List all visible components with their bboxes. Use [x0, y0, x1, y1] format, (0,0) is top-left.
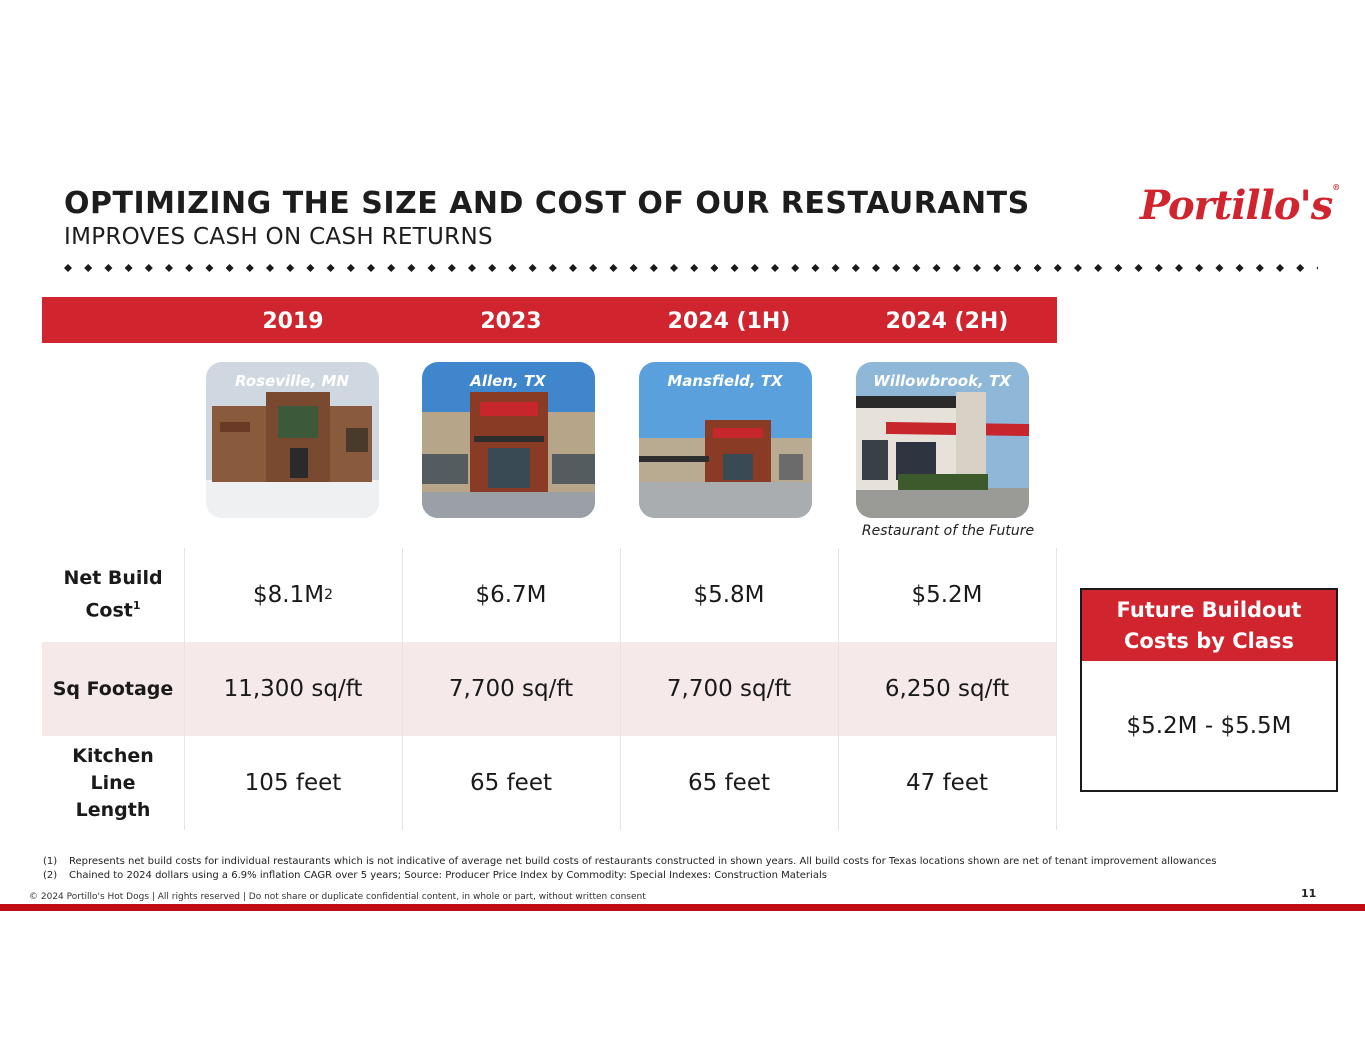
year-header-2019: 2019 [262, 309, 324, 334]
diamond-ornament [1236, 264, 1244, 272]
diamond-ornament [589, 264, 597, 272]
restaurant-photo-roseville [206, 362, 379, 518]
column-divider [838, 548, 839, 830]
year-header-2024-2h: 2024 (2H) [885, 309, 1009, 334]
diamond-ornament [488, 264, 496, 272]
diamond-ornament [1114, 264, 1122, 272]
diamond-ornament [1074, 264, 1082, 272]
column-divider [184, 548, 185, 830]
diamond-ornament [428, 264, 436, 272]
row-label-sq-footage: Sq Footage [52, 677, 174, 700]
diamond-ornament [84, 264, 92, 272]
diamond-ornament [125, 264, 133, 272]
diamond-ornament [1034, 264, 1042, 272]
year-header-2024-1h: 2024 (1H) [667, 309, 791, 334]
diamond-ornament [64, 264, 72, 272]
registered-mark: ® [1332, 182, 1340, 192]
diamond-ornament [609, 264, 617, 272]
footnote-2: (2) Chained to 2024 dollars using a 6.9% inflation CAGR over 5 years; Source: Producer Price Index by Commodity: Special Indexes: Construction Materials [43, 870, 827, 881]
footnote-1: (1) Represents net build costs for individual restaurants which is not indicative of average net build costs of restaurants constructed in shown years. All build costs for Texas locations shown are net of tenant improvement allowances [43, 856, 1217, 867]
diamond-ornament [468, 264, 476, 272]
diamond-ornament [226, 264, 234, 272]
diamond-ornament [993, 264, 1001, 272]
diamond-ornament [852, 264, 860, 272]
diamond-ornament [266, 264, 274, 272]
future-buildout-value: $5.2M - $5.5M [1126, 712, 1292, 739]
diamond-ornament [912, 264, 920, 272]
diamond-ornament [832, 264, 840, 272]
diamond-ornament [104, 264, 112, 272]
photo-label-roseville: Roseville, MN [235, 372, 349, 390]
table-cell: 6,250 sq/ft [884, 676, 1010, 702]
page-title: OPTIMIZING THE SIZE AND COST OF OUR RESTAURANTS [64, 186, 1030, 221]
diamond-ornament [791, 264, 799, 272]
diamond-ornament [670, 264, 678, 272]
diamond-ornament [1296, 264, 1304, 272]
diamond-ornament [933, 264, 941, 272]
diamond-ornament [771, 264, 779, 272]
diamond-ornament [1013, 264, 1021, 272]
table-cell: 7,700 sq/ft [666, 676, 792, 702]
page-subtitle: IMPROVES CASH ON CASH RETURNS [64, 224, 493, 250]
photo-label-allen: Allen, TX [470, 372, 546, 390]
diamond-ornament [448, 264, 456, 272]
diamond-ornament [710, 264, 718, 272]
diamond-ornament [1256, 264, 1264, 272]
diamond-ornament [205, 264, 213, 272]
future-buildout-box [1080, 588, 1338, 792]
table-cell: 65 feet [470, 770, 552, 796]
page-number: 11 [1301, 887, 1317, 900]
diamond-ornament [690, 264, 698, 272]
column-divider [402, 548, 403, 830]
diamond-ornament [508, 264, 516, 272]
photo-label-willowbrook: Willowbrook, TX [873, 372, 1011, 390]
restaurant-photo-willowbrook [856, 362, 1029, 518]
diamond-ornament [286, 264, 294, 272]
column-divider [1056, 548, 1057, 830]
portillos-logo [1140, 182, 1339, 229]
bottom-red-bar [0, 904, 1365, 911]
diamond-ornament [1316, 264, 1318, 272]
diamond-ornament [1135, 264, 1143, 272]
diamond-ornament [1195, 264, 1203, 272]
diamond-ornament [811, 264, 819, 272]
diamond-ornament [650, 264, 658, 272]
diamond-ornament [347, 264, 355, 272]
diamond-ornament [751, 264, 759, 272]
future-buildout-title: Future Buildout Costs by Class [1082, 590, 1336, 661]
table-cell: 105 feet [244, 770, 342, 796]
table-cell: 11,300 sq/ft [223, 676, 363, 702]
restaurant-photo-mansfield [639, 362, 812, 518]
logo-text: Portillo's [1140, 182, 1333, 229]
table-cell: 47 feet [906, 770, 988, 796]
table-cell: $5.2M [911, 582, 983, 608]
year-header-2023: 2023 [480, 309, 542, 334]
diamond-ornament [185, 264, 193, 272]
diamond-ornament [407, 264, 415, 272]
table-cell: 65 feet [688, 770, 770, 796]
table-cell: 7,700 sq/ft [448, 676, 574, 702]
table-cell: $8.1M 2 [253, 582, 333, 608]
table-cell: $6.7M [475, 582, 547, 608]
diamond-ornament [973, 264, 981, 272]
row-label-net-build-cost: Net Build Cost$^1$ [63, 567, 163, 622]
diamond-ornament [327, 264, 335, 272]
table-row-kitchen-line [42, 736, 1057, 830]
table-cell: $5.8M [693, 582, 765, 608]
diamond-ornament [165, 264, 173, 272]
diamond-ornament [306, 264, 314, 272]
diamond-ornament [1054, 264, 1062, 272]
table-row-net-build-cost [42, 548, 1057, 642]
copyright-notice: © 2024 Portillo's Hot Dogs | All rights reserved | Do not share or duplicate confidential content, in whole or part, without written consent [29, 892, 646, 902]
diamond-ornament [529, 264, 537, 272]
diamond-ornament [731, 264, 739, 272]
diamond-ornament [1155, 264, 1163, 272]
restaurant-photo-allen [422, 362, 595, 518]
diamond-ornament [892, 264, 900, 272]
restaurant-of-future-caption: Restaurant of the Future [861, 523, 1035, 539]
diamond-ornament [387, 264, 395, 272]
diamond-ornament [246, 264, 254, 272]
row-label-kitchen-line: Kitchen Line Length [72, 744, 154, 821]
table-row-sq-footage [42, 642, 1057, 736]
photo-label-mansfield: Mansfield, TX [667, 372, 783, 390]
diamond-ornament [1215, 264, 1223, 272]
diamond-ornament [953, 264, 961, 272]
year-header-bar [42, 297, 1057, 343]
diamond-ornament [145, 264, 153, 272]
diamond-divider [64, 262, 1318, 274]
diamond-ornament [630, 264, 638, 272]
diamond-ornament [549, 264, 557, 272]
column-divider [620, 548, 621, 830]
diamond-ornament [1175, 264, 1183, 272]
diamond-ornament [1094, 264, 1102, 272]
diamond-ornament [367, 264, 375, 272]
diamond-ornament [872, 264, 880, 272]
diamond-ornament [1276, 264, 1284, 272]
diamond-ornament [569, 264, 577, 272]
